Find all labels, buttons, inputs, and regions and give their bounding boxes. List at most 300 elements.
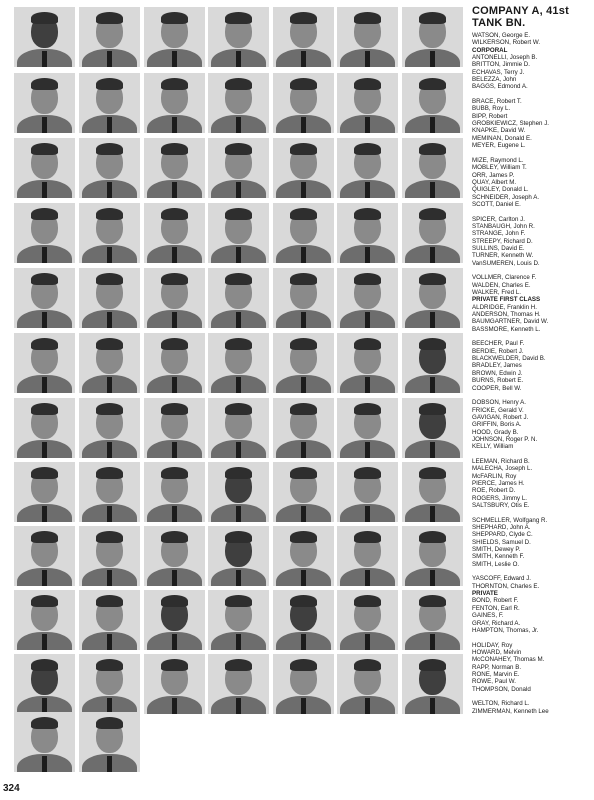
portrait-hair bbox=[161, 273, 188, 285]
portrait-tie bbox=[42, 182, 47, 198]
roster-name: KNAPKE, David W. bbox=[472, 127, 526, 135]
portrait-hair bbox=[161, 403, 188, 415]
roster-name: QUAY, Albert M. bbox=[472, 178, 517, 186]
rank-heading: PRIVATE FIRST CLASS bbox=[472, 296, 541, 304]
roster-name: SCHMELLER, Wolfgang R. bbox=[472, 516, 548, 524]
soldier-portrait bbox=[79, 7, 140, 67]
portrait-tie bbox=[42, 117, 47, 133]
portrait-hair bbox=[31, 659, 58, 671]
portrait-grid bbox=[14, 7, 464, 777]
portrait-hair bbox=[161, 12, 188, 24]
portrait-hair bbox=[31, 273, 58, 285]
portrait-tie bbox=[42, 506, 47, 522]
soldier-portrait bbox=[337, 203, 398, 263]
soldier-portrait bbox=[337, 654, 398, 714]
portrait-hair bbox=[161, 595, 188, 607]
portrait-hair bbox=[290, 595, 317, 607]
portrait-hair bbox=[161, 467, 188, 479]
roster-name: GRIFFIN, Boris A. bbox=[472, 421, 522, 429]
soldier-portrait bbox=[273, 462, 334, 522]
portrait-hair bbox=[419, 403, 446, 415]
roster-spacer bbox=[472, 634, 592, 641]
portrait-tie bbox=[365, 312, 370, 328]
portrait-tie bbox=[430, 634, 435, 650]
portrait-hair bbox=[96, 467, 123, 479]
portrait-tie bbox=[172, 570, 177, 586]
portrait-tie bbox=[301, 506, 306, 522]
portrait-hair bbox=[354, 273, 381, 285]
portrait-hair bbox=[354, 78, 381, 90]
portrait-tie bbox=[301, 634, 306, 650]
portrait-tie bbox=[236, 442, 241, 458]
portrait-tie bbox=[430, 506, 435, 522]
portrait-hair bbox=[290, 208, 317, 220]
portrait-hair bbox=[419, 273, 446, 285]
roster-spacer bbox=[472, 267, 592, 274]
portrait-tie bbox=[236, 247, 241, 263]
soldier-portrait bbox=[273, 654, 334, 714]
portrait-tie bbox=[42, 312, 47, 328]
roster-name: SHEPHARD, John A. bbox=[472, 524, 531, 532]
roster-name: WALKER, Fred L. bbox=[472, 289, 521, 297]
roster-name: SPICER, Carlton J. bbox=[472, 215, 525, 223]
portrait-hair bbox=[225, 143, 252, 155]
portrait-tie bbox=[430, 698, 435, 714]
portrait-hair bbox=[96, 403, 123, 415]
portrait-tie bbox=[42, 442, 47, 458]
soldier-portrait bbox=[79, 398, 140, 458]
portrait-hair bbox=[419, 595, 446, 607]
portrait-hair bbox=[96, 143, 123, 155]
rank-heading: CORPORAL bbox=[472, 46, 508, 54]
portrait-hair bbox=[96, 12, 123, 24]
portrait-hair bbox=[96, 659, 123, 671]
portrait-hair bbox=[225, 659, 252, 671]
soldier-portrait bbox=[402, 7, 463, 67]
roster-name: YASCOFF, Edward J. bbox=[472, 575, 532, 583]
roster-name: TURNER, Kenneth W. bbox=[472, 252, 534, 260]
soldier-portrait bbox=[402, 654, 463, 714]
roster-name: BRACE, Robert T. bbox=[472, 98, 522, 106]
roster-name: ALDRIDGE, Franklin H. bbox=[472, 303, 537, 311]
portrait-tie bbox=[301, 698, 306, 714]
soldier-portrait bbox=[402, 526, 463, 586]
portrait-hair bbox=[225, 467, 252, 479]
portrait-tie bbox=[172, 117, 177, 133]
portrait-hair bbox=[354, 403, 381, 415]
portrait-hair bbox=[31, 78, 58, 90]
portrait-tie bbox=[172, 442, 177, 458]
roster-name: THOMPSON, Donald bbox=[472, 685, 531, 693]
soldier-portrait bbox=[273, 203, 334, 263]
soldier-portrait bbox=[144, 7, 205, 67]
roster-name: SHIELDS, Samuel D. bbox=[472, 538, 531, 546]
portrait-hair bbox=[161, 531, 188, 543]
portrait-tie bbox=[172, 182, 177, 198]
portrait-hair bbox=[419, 338, 446, 350]
portrait-tie bbox=[236, 570, 241, 586]
soldier-portrait bbox=[14, 138, 75, 198]
roster-name: BELEZZA, John bbox=[472, 76, 517, 84]
roster-spacer bbox=[472, 392, 592, 399]
roster-name: HOLIDAY, Roy bbox=[472, 641, 513, 649]
roster-spacer bbox=[472, 333, 592, 340]
portrait-hair bbox=[354, 143, 381, 155]
roster-name: WALDEN, Charles E. bbox=[472, 281, 531, 289]
portrait-hair bbox=[225, 208, 252, 220]
roster-name: BAUMGARTNER, David W. bbox=[472, 318, 549, 326]
portrait-tie bbox=[365, 570, 370, 586]
roster-spacer bbox=[472, 150, 592, 157]
soldier-portrait bbox=[337, 590, 398, 650]
soldier-portrait bbox=[337, 462, 398, 522]
soldier-portrait bbox=[208, 590, 269, 650]
soldier-portrait bbox=[337, 138, 398, 198]
portrait-hair bbox=[354, 531, 381, 543]
roster-spacer bbox=[472, 451, 592, 458]
roster-name: KELLY, William bbox=[472, 443, 514, 451]
roster-name: HAMPTON, Thomas, Jr. bbox=[472, 626, 539, 634]
portrait-hair bbox=[290, 12, 317, 24]
portrait-hair bbox=[225, 531, 252, 543]
roster-name: SALTSBURY, Otis E. bbox=[472, 502, 530, 509]
soldier-portrait bbox=[144, 268, 205, 328]
portrait-tie bbox=[365, 442, 370, 458]
portrait-tie bbox=[42, 756, 47, 772]
soldier-portrait bbox=[144, 73, 205, 133]
soldier-portrait bbox=[144, 590, 205, 650]
portrait-hair bbox=[31, 531, 58, 543]
rank-heading: PRIVATE bbox=[472, 590, 498, 598]
portrait-tie bbox=[107, 570, 112, 586]
portrait-hair bbox=[225, 403, 252, 415]
soldier-portrait bbox=[14, 7, 75, 67]
roster-name: BOND, Robert F. bbox=[472, 597, 519, 605]
portrait-hair bbox=[31, 403, 58, 415]
portrait-tie bbox=[301, 377, 306, 393]
soldier-portrait bbox=[402, 398, 463, 458]
portrait-hair bbox=[225, 273, 252, 285]
roster-name: MEMINAN, Donald E. bbox=[472, 134, 532, 142]
portrait-tie bbox=[107, 312, 112, 328]
roster-name: SMITH, Kenneth F. bbox=[472, 553, 525, 561]
portrait-tie bbox=[301, 247, 306, 263]
roster-name: BROWN, Edwin J. bbox=[472, 369, 523, 377]
roster-name: JOHNSON, Roger P. N. bbox=[472, 435, 538, 443]
soldier-portrait bbox=[144, 333, 205, 393]
portrait-hair bbox=[290, 338, 317, 350]
portrait-tie bbox=[430, 182, 435, 198]
roster-name: McFARLIN, Roy bbox=[472, 472, 517, 480]
soldier-portrait bbox=[79, 654, 140, 714]
roster-name: WATSON, George E. bbox=[472, 32, 531, 39]
roster-name: BLACKWELDER, David B. bbox=[472, 355, 546, 363]
soldier-portrait bbox=[14, 203, 75, 263]
soldier-portrait bbox=[273, 526, 334, 586]
portrait-tie bbox=[365, 377, 370, 393]
portrait-hair bbox=[354, 208, 381, 220]
portrait-hair bbox=[161, 659, 188, 671]
roster-spacer bbox=[472, 91, 592, 98]
soldier-portrait bbox=[14, 73, 75, 133]
roster-name: DOBSON, Henry A. bbox=[472, 399, 526, 407]
soldier-portrait bbox=[208, 7, 269, 67]
portrait-hair bbox=[31, 143, 58, 155]
portrait-tie bbox=[236, 698, 241, 714]
roster-name: ANTONELLI, Joseph B. bbox=[472, 54, 538, 62]
soldier-portrait bbox=[337, 7, 398, 67]
portrait-tie bbox=[172, 247, 177, 263]
soldier-portrait bbox=[79, 462, 140, 522]
roster-name: BRADLEY, James bbox=[472, 362, 522, 370]
soldier-portrait bbox=[208, 398, 269, 458]
roster-name: McCONAHEY, Thomas M. bbox=[472, 656, 545, 664]
roster-name: ANDERSON, Thomas H. bbox=[472, 311, 541, 319]
soldier-portrait bbox=[14, 398, 75, 458]
roster-column bbox=[472, 5, 592, 715]
roster-name: MIZE, Raymond L. bbox=[472, 156, 524, 164]
roster-name: HOOD, Grady B. bbox=[472, 428, 519, 436]
soldier-portrait bbox=[79, 73, 140, 133]
portrait-hair bbox=[31, 208, 58, 220]
portrait-tie bbox=[365, 634, 370, 650]
roster-name: MEYER, Eugene L. bbox=[472, 142, 526, 150]
soldier-portrait bbox=[208, 203, 269, 263]
portrait-tie bbox=[107, 506, 112, 522]
soldier-portrait bbox=[337, 526, 398, 586]
roster-name: MALECHA, Joseph L. bbox=[472, 465, 533, 473]
soldier-portrait bbox=[273, 73, 334, 133]
portrait-tie bbox=[365, 247, 370, 263]
soldier-portrait bbox=[14, 590, 75, 650]
portrait-tie bbox=[365, 698, 370, 714]
soldier-portrait bbox=[208, 138, 269, 198]
portrait-hair bbox=[161, 143, 188, 155]
soldier-portrait bbox=[144, 462, 205, 522]
portrait-hair bbox=[96, 78, 123, 90]
portrait-tie bbox=[172, 51, 177, 67]
portrait-hair bbox=[96, 273, 123, 285]
roster-name: HOWARD, Melvin bbox=[472, 648, 522, 656]
soldier-portrait bbox=[144, 398, 205, 458]
portrait-tie bbox=[107, 377, 112, 393]
portrait-tie bbox=[236, 182, 241, 198]
roster-name: WILKERSON, Robert W. bbox=[472, 39, 541, 47]
portrait-hair bbox=[419, 78, 446, 90]
portrait-tie bbox=[301, 51, 306, 67]
roster-name: BUBB, Roy L. bbox=[472, 105, 511, 113]
portrait-hair bbox=[31, 12, 58, 24]
soldier-portrait bbox=[14, 654, 75, 714]
roster-name: ECHAVAS, Terry J. bbox=[472, 68, 525, 76]
portrait-hair bbox=[31, 467, 58, 479]
portrait-tie bbox=[365, 117, 370, 133]
roster-name: SMITH, Leslie O. bbox=[472, 560, 520, 568]
soldier-portrait bbox=[79, 590, 140, 650]
portrait-tie bbox=[236, 312, 241, 328]
portrait-hair bbox=[96, 531, 123, 543]
roster-name: RAPP, Norman B. bbox=[472, 663, 522, 671]
soldier-portrait bbox=[79, 333, 140, 393]
soldier-portrait bbox=[14, 333, 75, 393]
portrait-tie bbox=[301, 312, 306, 328]
soldier-portrait bbox=[79, 712, 140, 772]
roster-name: ORR, James P. bbox=[472, 171, 515, 179]
portrait-hair bbox=[419, 467, 446, 479]
portrait-tie bbox=[430, 570, 435, 586]
portrait-tie bbox=[236, 634, 241, 650]
portrait-tie bbox=[301, 570, 306, 586]
roster-name: GRAY, Richard A. bbox=[472, 619, 521, 627]
roster-name: BEECHER, Paul F. bbox=[472, 340, 525, 348]
roster-name: WELTON, Richard L. bbox=[472, 700, 530, 708]
roster-name: LEEMAN, Richard B. bbox=[472, 457, 530, 465]
soldier-portrait bbox=[208, 526, 269, 586]
soldier-portrait bbox=[208, 654, 269, 714]
portrait-tie bbox=[42, 377, 47, 393]
roster-name: SHEPPARD, Clyde C. bbox=[472, 531, 533, 539]
portrait-tie bbox=[107, 634, 112, 650]
soldier-portrait bbox=[273, 7, 334, 67]
portrait-tie bbox=[365, 182, 370, 198]
portrait-hair bbox=[290, 659, 317, 671]
portrait-tie bbox=[107, 51, 112, 67]
soldier-portrait bbox=[14, 712, 75, 772]
soldier-portrait bbox=[337, 268, 398, 328]
portrait-hair bbox=[354, 338, 381, 350]
soldier-portrait bbox=[273, 138, 334, 198]
roster-name: STREEPY, Richard D. bbox=[472, 237, 533, 245]
soldier-portrait bbox=[402, 203, 463, 263]
roster-name: STRANGE, John F. bbox=[472, 230, 526, 238]
portrait-tie bbox=[236, 117, 241, 133]
roster-name: BAGGS, Edmond A. bbox=[472, 83, 528, 91]
roster-name: BERDIE, Robert J. bbox=[472, 347, 524, 355]
roster-name: BRITTON, Jimmie D. bbox=[472, 61, 530, 69]
roster-name: RONE, Marvin E. bbox=[472, 670, 520, 678]
portrait-tie bbox=[365, 51, 370, 67]
portrait-tie bbox=[107, 756, 112, 772]
portrait-hair bbox=[290, 531, 317, 543]
portrait-tie bbox=[172, 312, 177, 328]
soldier-portrait bbox=[273, 268, 334, 328]
roster-name: BURNS, Robert E. bbox=[472, 377, 524, 385]
soldier-portrait bbox=[273, 398, 334, 458]
soldier-portrait bbox=[337, 398, 398, 458]
portrait-tie bbox=[430, 312, 435, 328]
roster-name: GROBKIEWICZ, Stephen J. bbox=[472, 120, 550, 128]
soldier-portrait bbox=[14, 268, 75, 328]
portrait-hair bbox=[354, 12, 381, 24]
portrait-hair bbox=[161, 208, 188, 220]
portrait-hair bbox=[96, 717, 123, 729]
portrait-tie bbox=[430, 51, 435, 67]
soldier-portrait bbox=[14, 462, 75, 522]
roster-name: STANBAUGH, John R. bbox=[472, 222, 535, 230]
soldier-portrait bbox=[144, 654, 205, 714]
portrait-hair bbox=[354, 659, 381, 671]
portrait-hair bbox=[31, 338, 58, 350]
portrait-tie bbox=[107, 182, 112, 198]
roster-name: FRICKE, Gerald V. bbox=[472, 406, 524, 414]
soldier-portrait bbox=[402, 138, 463, 198]
roster-spacer bbox=[472, 509, 592, 516]
roster-name: THORNTON, Charles E. bbox=[472, 582, 540, 590]
roster-name: ROGERS, Jimmy L. bbox=[472, 494, 528, 502]
roster-name: SCOTT, Daniel E. bbox=[472, 200, 521, 208]
soldier-portrait bbox=[402, 590, 463, 650]
portrait-hair bbox=[419, 531, 446, 543]
soldier-portrait bbox=[273, 333, 334, 393]
portrait-hair bbox=[31, 595, 58, 607]
soldier-portrait bbox=[402, 462, 463, 522]
portrait-tie bbox=[172, 377, 177, 393]
portrait-tie bbox=[236, 377, 241, 393]
soldier-portrait bbox=[79, 203, 140, 263]
roster-list bbox=[472, 32, 592, 715]
soldier-portrait bbox=[337, 73, 398, 133]
soldier-portrait bbox=[208, 268, 269, 328]
portrait-tie bbox=[430, 117, 435, 133]
roster-name: VanSUMEREN, Louis D. bbox=[472, 259, 540, 267]
roster-name: GAVIGAN, Robert J. bbox=[472, 413, 529, 421]
portrait-hair bbox=[225, 12, 252, 24]
soldier-portrait bbox=[79, 268, 140, 328]
portrait-tie bbox=[236, 506, 241, 522]
roster-name: PIERCE, James H. bbox=[472, 479, 525, 487]
portrait-hair bbox=[290, 467, 317, 479]
soldier-portrait bbox=[402, 333, 463, 393]
roster-name: SMITH, Dewey P. bbox=[472, 546, 521, 554]
portrait-hair bbox=[96, 595, 123, 607]
portrait-tie bbox=[42, 51, 47, 67]
portrait-tie bbox=[301, 442, 306, 458]
portrait-tie bbox=[107, 247, 112, 263]
portrait-hair bbox=[290, 78, 317, 90]
roster-name: SULLINS, David E. bbox=[472, 244, 525, 252]
portrait-tie bbox=[172, 698, 177, 714]
roster-spacer bbox=[472, 208, 592, 215]
roster-name: ROE, Robert D. bbox=[472, 487, 516, 495]
portrait-hair bbox=[419, 12, 446, 24]
soldier-portrait bbox=[79, 526, 140, 586]
roster-name: QUIGLEY, Donald L. bbox=[472, 186, 529, 194]
portrait-tie bbox=[430, 247, 435, 263]
portrait-tie bbox=[301, 117, 306, 133]
portrait-tie bbox=[107, 442, 112, 458]
portrait-hair bbox=[96, 338, 123, 350]
portrait-tie bbox=[172, 634, 177, 650]
portrait-hair bbox=[354, 467, 381, 479]
portrait-tie bbox=[236, 51, 241, 67]
roster-name: SCHNEIDER, Joseph A. bbox=[472, 193, 540, 201]
roster-name: MOBLEY, William T. bbox=[472, 164, 527, 172]
soldier-portrait bbox=[337, 333, 398, 393]
soldier-portrait bbox=[402, 73, 463, 133]
portrait-hair bbox=[225, 595, 252, 607]
portrait-hair bbox=[419, 208, 446, 220]
soldier-portrait bbox=[208, 73, 269, 133]
soldier-portrait bbox=[208, 462, 269, 522]
portrait-tie bbox=[107, 117, 112, 133]
roster-name: GAINES, F. bbox=[472, 612, 504, 620]
roster-name: BASSMORE, Kenneth L. bbox=[472, 325, 541, 333]
soldier-portrait bbox=[208, 333, 269, 393]
roster-name: VOLLMER, Clarence F. bbox=[472, 274, 537, 282]
portrait-hair bbox=[419, 659, 446, 671]
portrait-hair bbox=[290, 273, 317, 285]
roster-name: BIPP, Robert bbox=[472, 112, 508, 120]
